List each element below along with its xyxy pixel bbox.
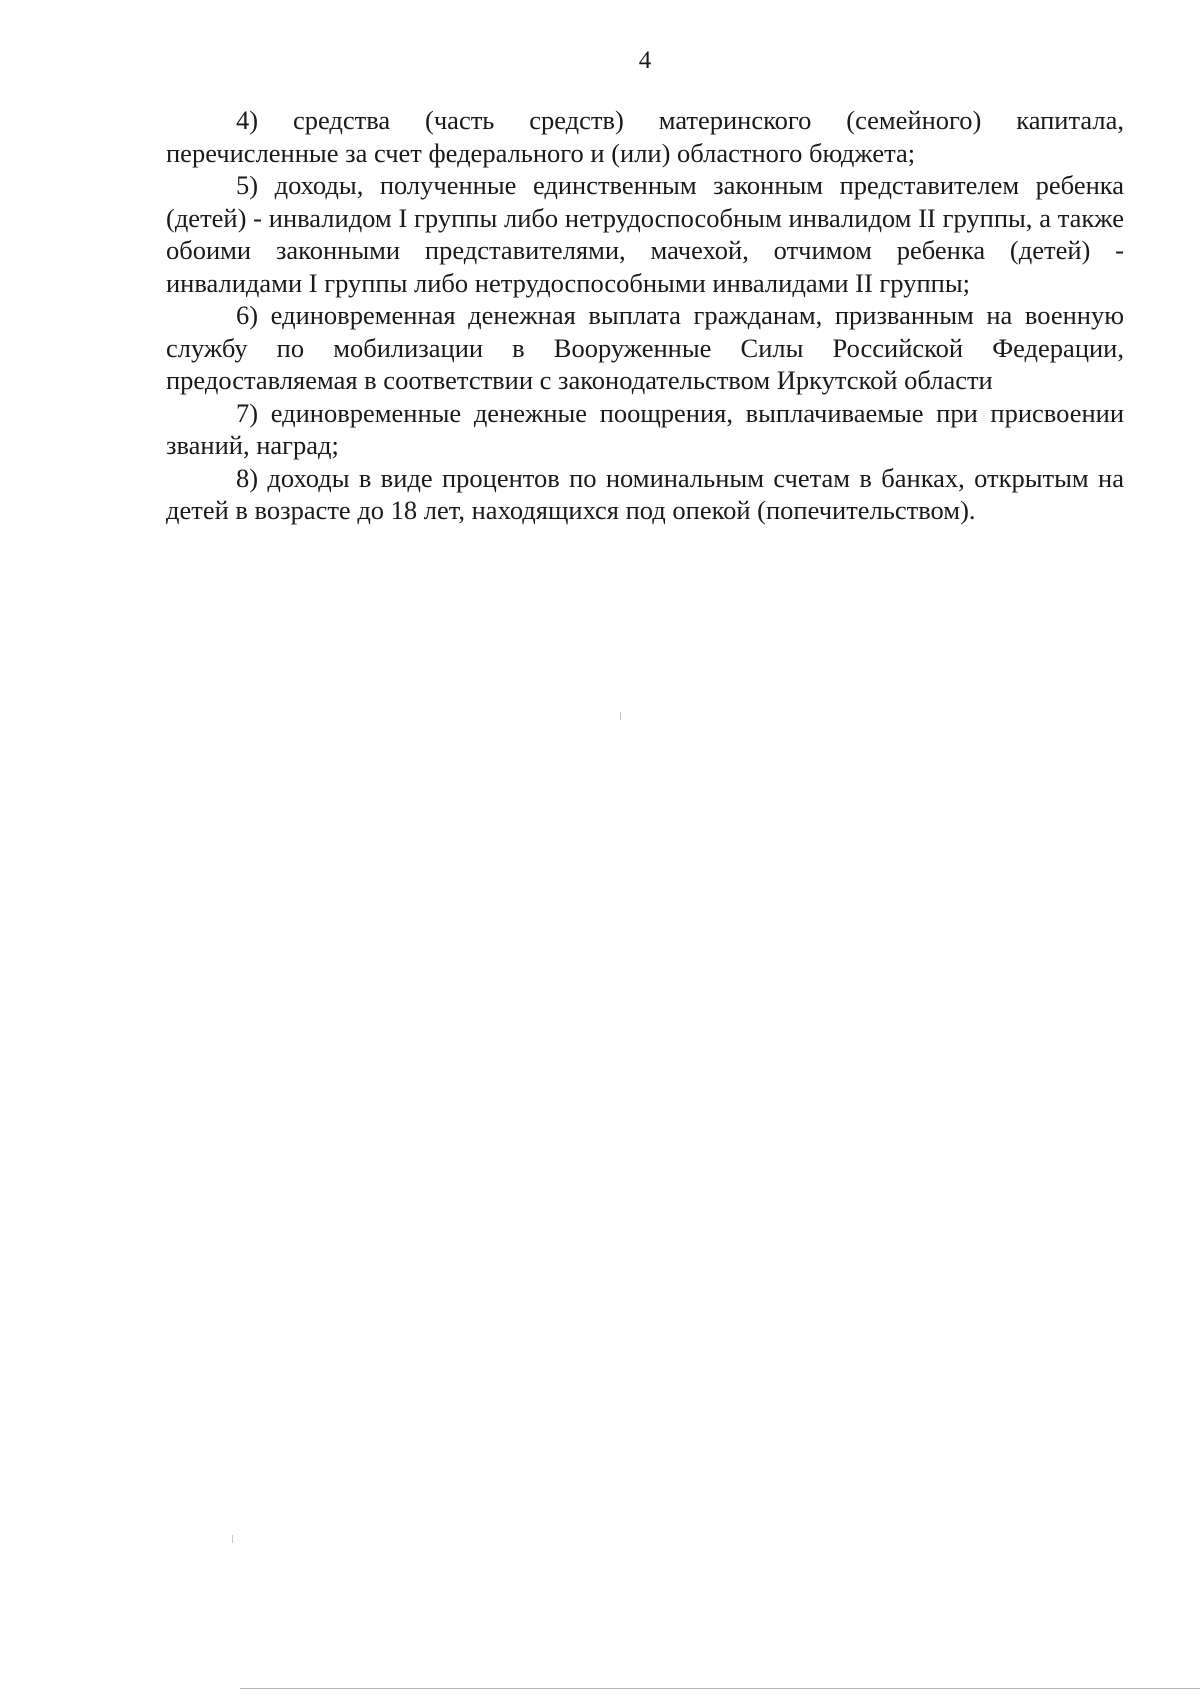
list-item-7: 7) единовременные денежные поощрения, выплачиваемые при присвоении званий, наград; <box>166 397 1124 460</box>
list-item-8: 8) доходы в виде процентов по номинальным счетам в банках, открытым на детей в возрасте до 18 лет, находящихся под опекой (попечительством). <box>166 462 1124 525</box>
page-number: 4 <box>638 47 652 74</box>
scan-edge-line <box>240 1688 1200 1689</box>
list-item-6: 6) единовременная денежная выплата гражданам, призванным на военную службу по мобилизации в Вооруженные Силы Российской Федерации, предоставляемая в соответствии с законодательством Иркутской области <box>166 300 1124 395</box>
list-item-4: 4) средства (часть средств) материнского (семейного) капитала, перечисленные за счет федерального и (или) областного бюджета; <box>166 105 1124 168</box>
list-item-5: 5) доходы, полученные единственным законным представителем ребенка (детей) - инвалидом I группы либо нетрудоспособным инвалидом II группы, а также обоими законными представителями, мачехой, отчимом ребенка (детей) - инвалидами I группы либо нетрудоспособными инвалидами II группы; <box>166 170 1124 298</box>
scan-artifact <box>620 712 621 720</box>
document-body <box>166 104 1124 527</box>
scan-artifact <box>232 1535 233 1543</box>
